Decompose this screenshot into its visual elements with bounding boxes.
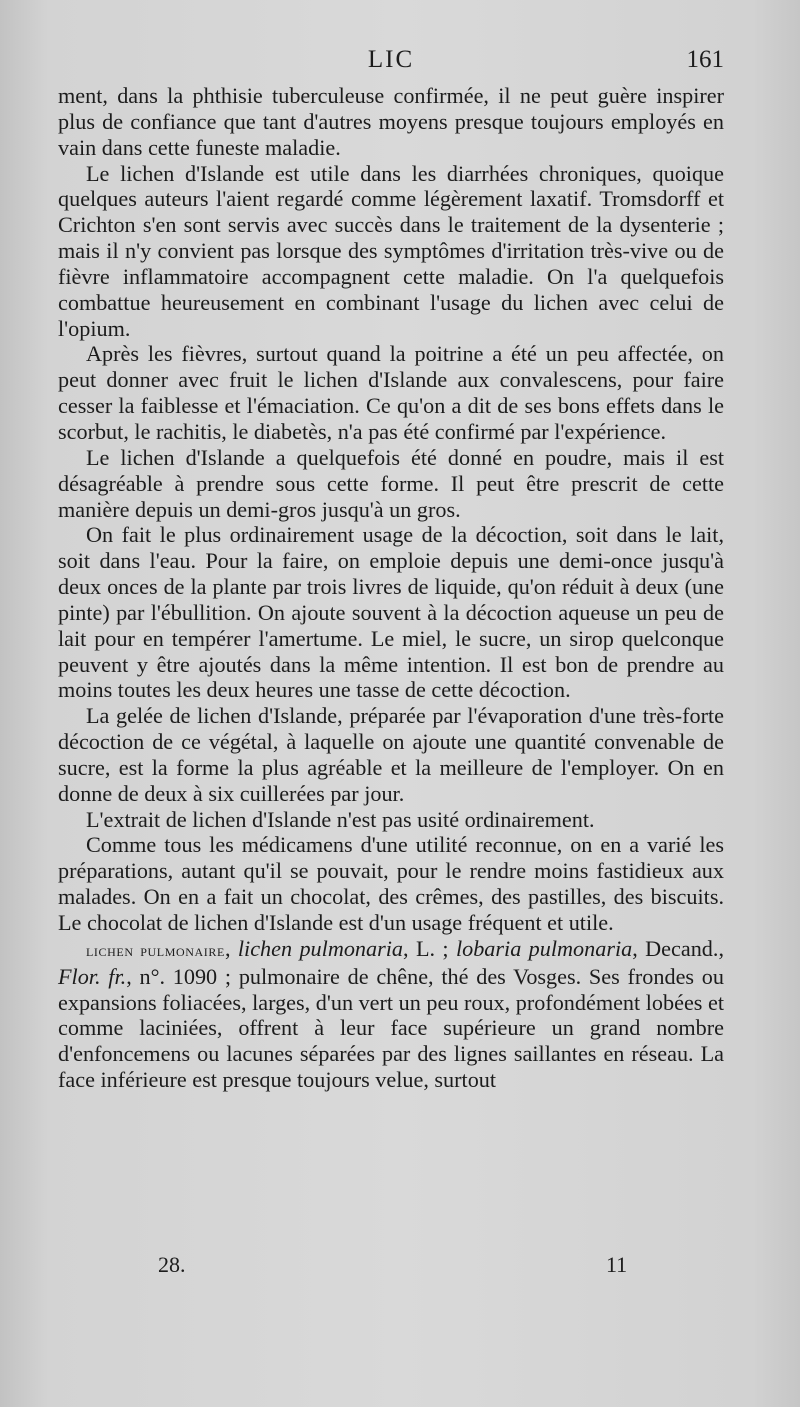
entry-separator: , Decand., — [632, 935, 724, 961]
entry-description: , n°. 1090 ; pulmonaire de chêne, thé des Vosges. Ses frondes ou expansions foliacées, larges, d'un vert un peu roux, profondément lobées et comme laciniées, offrent à leur face supérieure un grand nombre d'enfoncemens ou lacunes séparées par des lignes saillantes en réseau. La face inférieure est presque toujours velue, surtout — [58, 963, 724, 1093]
running-head: LIC — [367, 46, 415, 73]
paragraph: Le lichen d'Islande a quelquefois été donné en poudre, mais il est désagréable à prendre sous cette forme. Il peut être prescrit de cette manière depuis un demi-gros jusqu'à un gros. — [58, 444, 724, 522]
paragraph: L'extrait de lichen d'Islande n'est pas usité ordinairement. — [86, 806, 595, 832]
paragraph: La gelée de lichen d'Islande, préparée par l'évaporation d'une très-forte décoction de ce végétal, à laquelle on ajoute une quantité convenable de sucre, est la forme la plus agréable et la meilleure de l'employer. On en donne de deux à six cuillerées par jour. — [58, 703, 724, 806]
gathering-mark: 11 — [606, 1252, 628, 1277]
dictionary-entry — [58, 936, 724, 1093]
signature-mark: 28. — [158, 1252, 186, 1277]
entry-latin-name: lichen pulmonaria — [237, 935, 404, 961]
entry-separator: , — [224, 935, 238, 961]
page-number: 161 — [686, 46, 724, 73]
entry-separator: , L. ; — [403, 935, 456, 961]
paragraph: Le lichen d'Islande est utile dans les diarrhées chroniques, quoique quelques auteurs l'aient regardé comme légèrement laxatif. Tromsdorff et Crichton s'en sont servis avec succès dans le traitement de la dysenterie ; mais il n'y convient pas lorsque des symptômes d'irritation très-vive ou de fièvre inflammatoire accompagnent cette maladie. On l'a quelquefois combattue heureusement en combinant l'usage du lichen avec celui de l'opium. — [58, 160, 724, 341]
entry-headword: lichen pulmonaire — [86, 940, 225, 960]
entry-synonym: lobaria pulmonaria — [455, 935, 633, 961]
paragraph: Après les fièvres, surtout quand la poitrine a été un peu affectée, on peut donner avec fruit le lichen d'Islande aux convalescens, pour faire cesser la faiblesse et l'émaciation. Ce qu'on a dit de ses bons effets dans le scorbut, le rachitis, le diabetès, n'a pas été confirmé par l'expérience. — [58, 341, 724, 444]
body-text — [58, 83, 724, 1093]
entry-reference: Flor. fr. — [58, 963, 127, 989]
page-header — [58, 46, 724, 82]
paragraph: ment, dans la phthisie tuberculeuse confirmée, il ne peut guère inspirer plus de confiance que tant d'autres moyens presque toujours employés en vain dans cette funeste maladie. — [58, 83, 724, 160]
paragraph: Comme tous les médicamens d'une utilité reconnue, on en a varié les préparations, autant qu'il se pouvait, pour le rendre moins fastidieux aux malades. On en a fait un chocolat, des crêmes, des pastilles, des biscuits. Le chocolat de lichen d'Islande est d'un usage fréquent et utile. — [58, 832, 724, 935]
paragraph: On fait le plus ordinairement usage de la décoction, soit dans le lait, soit dans l'eau. Pour la faire, on emploie depuis une demi-once jusqu'à deux onces de la plante par trois livres de liquide, qu'on réduit à deux (une pinte) par l'ébullition. On ajoute souvent à la décoction aqueuse un peu de lait pour en tempérer l'amertume. Le miel, le sucre, un sirop quelconque peuvent y être ajoutés dans la même intention. Il est bon de prendre au moins toutes les deux heures une tasse de cette décoction. — [58, 522, 724, 703]
page-footer — [58, 1252, 724, 1282]
